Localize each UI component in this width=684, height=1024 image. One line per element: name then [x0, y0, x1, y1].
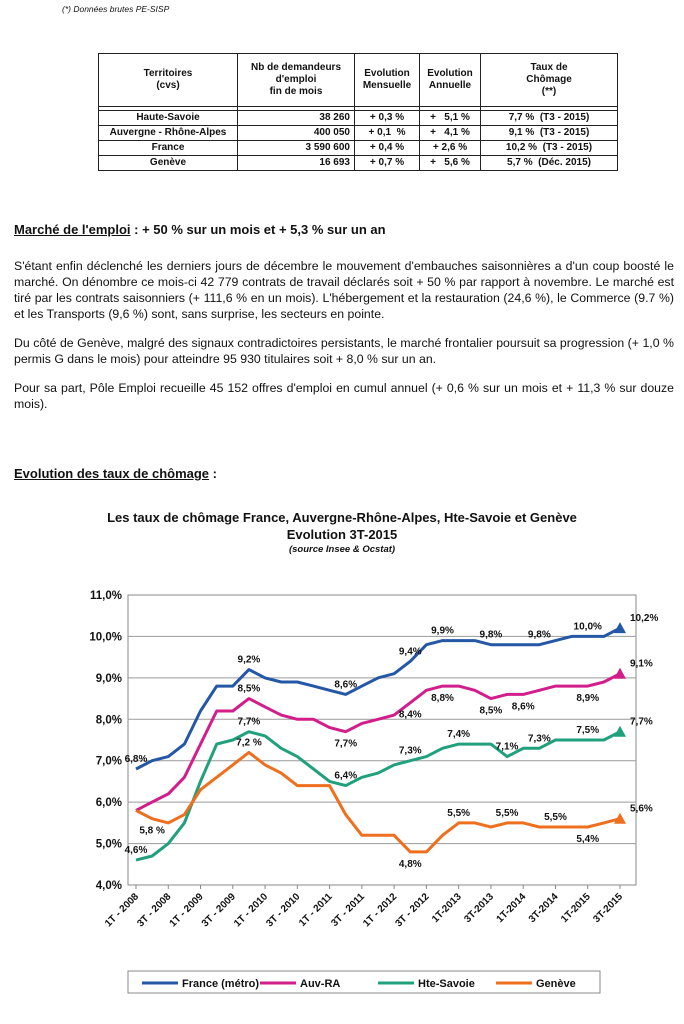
data-label: 9,9% [431, 625, 454, 637]
cell-taux: 7,7 % (T3 - 2015) [481, 111, 618, 126]
y-tick-label: 10,0% [89, 631, 122, 644]
chart-title: Les taux de chômage France, Auvergne-Rhône-Alpes, Hte-Savoie et Genève [107, 510, 577, 525]
section-heading-marche [14, 222, 386, 237]
chart-title-line2: Evolution 3T-2015 [286, 527, 398, 542]
data-label: 8,8% [431, 693, 454, 705]
x-tick-label: 3T - 2011 [329, 891, 367, 930]
chart-subtitle: (source Insee & Ocstat) [288, 544, 396, 555]
cell-taux: 9,1 % (T3 - 2015) [481, 126, 618, 141]
data-label: 6,4% [334, 770, 358, 782]
table-row [99, 156, 618, 171]
section-heading-evolution [14, 466, 217, 481]
y-tick-label: 11,0% [90, 590, 122, 602]
cell-evol-annuelle: + 2,6 % [420, 141, 481, 156]
legend-label: France (métro) [182, 978, 260, 990]
cell-evol-mensuelle: + 0,4 % [355, 141, 420, 156]
cell-demandeurs: 400 050 [238, 126, 355, 141]
body-text [14, 258, 674, 425]
x-tick-label: 1T-2015 [559, 891, 593, 926]
data-label: 8,4% [398, 709, 422, 721]
header-evol-annuelle: Evolution Annuelle [420, 54, 481, 107]
x-tick-label: 1T-2013 [430, 891, 464, 926]
x-tick-label: 3T-2014 [526, 891, 561, 926]
data-label: 4,8% [398, 858, 422, 870]
x-tick-label: 3T - 2012 [393, 891, 432, 930]
cell-territoire: Genève [99, 156, 238, 171]
x-tick-label: 3T-2015 [591, 891, 626, 926]
heading-label: Evolution des taux de chômage [14, 466, 210, 481]
data-label: 7,3% [398, 745, 422, 757]
cell-territoire: Haute-Savoie [99, 111, 238, 126]
data-label: 8,9% [576, 693, 600, 705]
data-label: 8,6% [511, 701, 535, 713]
data-label: 10,2% [630, 613, 659, 625]
table-header-row [99, 54, 618, 107]
data-label: 8,5% [237, 683, 261, 695]
header-evol-mensuelle: Evolution Mensuelle [355, 54, 420, 107]
x-tick-label: 1T - 2009 [167, 891, 206, 930]
cell-evol-mensuelle: + 0,1 % [355, 126, 420, 141]
data-label: 7,2 % [236, 737, 262, 749]
x-tick-label: 3T - 2008 [135, 891, 174, 930]
heading-rest: : [209, 466, 217, 481]
data-label: 7,7% [334, 738, 358, 750]
y-tick-label: 7,0% [95, 755, 122, 768]
table-row [99, 111, 618, 126]
x-tick-label: 1T - 2010 [232, 891, 271, 930]
cell-taux: 5,7 % (Déc. 2015) [481, 156, 618, 171]
cell-evol-mensuelle: + 0,3 % [355, 111, 420, 126]
cell-taux: 10,2 % (T3 - 2015) [481, 141, 618, 156]
x-tick-label: 1T - 2008 [103, 891, 142, 930]
x-tick-label: 3T - 2009 [199, 891, 238, 930]
y-tick-label: 5,0% [95, 838, 122, 851]
cell-territoire: France [99, 141, 238, 156]
table-row [99, 141, 618, 156]
data-label: 7,5% [576, 725, 600, 736]
x-tick-label: 1T - 2011 [297, 891, 335, 930]
x-tick-label: 1T - 2012 [361, 891, 400, 930]
y-tick-label: 4,0% [95, 880, 122, 892]
x-tick-label: 3T - 2010 [264, 891, 303, 930]
data-label: 8,5% [479, 705, 503, 717]
table-row [99, 126, 618, 141]
data-label: 7,7% [237, 716, 261, 728]
data-label: 9,8% [527, 629, 551, 641]
paragraph: Du côté de Genève, malgré des signaux contradictoires persistants, le marché frontalier poursuit sa progression (+ 1,0 % permis G dans le mois) pour atteindre 95 930 titulaires soit + 8,0 % sur un an. [14, 336, 674, 366]
paragraph: Pour sa part, Pôle Emploi recueille 45 152 offres d'emploi en cumul annuel (+ 0,6 % sur un mois et + 11,3 % sur douze mois). [14, 381, 674, 411]
data-label: 5,4% [576, 834, 600, 845]
header-demandeurs: Nb de demandeurs d'emploi fin de mois [238, 54, 355, 107]
unemployment-table [98, 53, 618, 171]
header-territoires: Territoires (cvs) [99, 54, 238, 107]
header-taux: Taux de Chômage (**) [481, 54, 618, 107]
cell-demandeurs: 3 590 600 [238, 141, 355, 156]
data-label: 5,6% [630, 803, 653, 815]
data-label: 5,8 % [139, 825, 165, 837]
data-label: 7,1% [495, 741, 519, 753]
x-tick-label: 3T-2013 [462, 891, 497, 926]
cell-territoire: Auvergne - Rhône-Alpes [99, 126, 238, 141]
chart-svg [0, 505, 684, 1005]
cell-evol-annuelle: + 5,6 % [420, 156, 481, 171]
heading-rest: : + 50 % sur un mois et + 5,3 % sur un an [130, 222, 386, 237]
data-label: 9,4% [398, 646, 422, 658]
data-label: 9,1% [630, 658, 653, 670]
heading-label: Marché de l'emploi [14, 222, 131, 237]
cell-demandeurs: 38 260 [238, 111, 355, 126]
legend-label: Hte-Savoie [418, 978, 475, 990]
paragraph: S'étant enfin déclenché les derniers jours de décembre le mouvement d'embauches saisonnières a d'un coup boosté le marché. On dénombre ce mois-ci 42 779 contrats de travail déclarés soit + 50 % par rapport à novembre. Le marché est tiré par les contrats saisonniers (+ 111,6 % en un mois). L'hébergement et la restauration (24,6 %), le Commerce (9.7 %) et les Transports (9,6 %) sont, sans surprise, les secteurs en pointe. [14, 259, 674, 321]
data-label: 7,4% [447, 729, 471, 741]
data-label: 7,3% [527, 733, 551, 745]
data-label: 10,0% [573, 621, 602, 633]
x-tick-label: 1T-2014 [494, 891, 529, 926]
data-label: 5,5% [447, 807, 471, 819]
data-label: 9,8% [479, 629, 503, 641]
y-tick-label: 6,0% [95, 797, 122, 810]
data-label: 8,6% [334, 679, 358, 691]
data-label: 7,7% [630, 716, 653, 728]
legend-label: Auv-RA [300, 978, 341, 990]
cell-evol-mensuelle: + 0,7 % [355, 156, 420, 171]
unemployment-chart [0, 505, 684, 1005]
legend-label: Genève [536, 978, 576, 990]
data-label: 9,2% [237, 654, 261, 666]
y-tick-label: 8,0% [95, 714, 122, 727]
y-tick-label: 9,0% [95, 672, 122, 685]
data-label: 6,8% [124, 754, 148, 765]
data-label: 5,5% [544, 812, 567, 823]
data-label: 4,6% [124, 845, 148, 857]
table-footnote: (*) Données brutes PE-SISP [62, 4, 170, 14]
cell-evol-annuelle: + 5,1 % [420, 111, 481, 126]
data-label: 5,5% [495, 807, 519, 819]
cell-evol-annuelle: + 4,1 % [420, 126, 481, 141]
cell-demandeurs: 16 693 [238, 156, 355, 171]
